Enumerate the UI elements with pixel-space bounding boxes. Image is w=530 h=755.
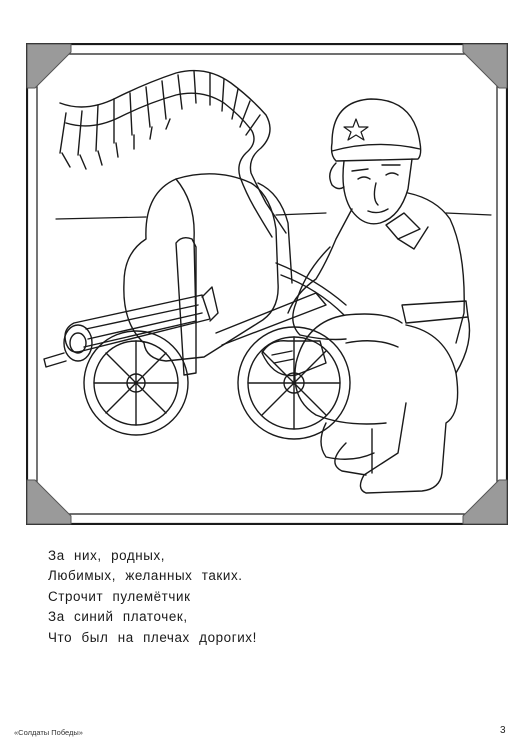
book-title-footer: «Солдаты Победы» xyxy=(14,728,83,737)
rear-wheel xyxy=(238,327,350,439)
frame-corner-bottom-left xyxy=(27,480,71,524)
machine-gun-icon xyxy=(44,174,346,375)
soldier-figure xyxy=(262,99,470,493)
wheel-icon xyxy=(84,331,188,435)
poem-line: За синий платочек, xyxy=(48,609,188,625)
coloring-illustration xyxy=(26,43,508,525)
page-number: 3 xyxy=(500,725,506,736)
ammo-belt-icon xyxy=(60,71,286,237)
frame-corner-top-right xyxy=(463,44,507,88)
frame-corner-top-left xyxy=(27,44,71,88)
poem-line: За них, родных, xyxy=(48,548,166,563)
poem-line: Что был на плечах дорогих! xyxy=(48,629,257,645)
frame-corner-bottom-right xyxy=(463,480,507,524)
poem-line: Любимых, желанных таких. xyxy=(48,568,243,584)
poem-line: Строчит пулемётчик xyxy=(48,588,191,604)
helmet-star-icon xyxy=(332,99,421,161)
poem-text xyxy=(48,546,488,648)
illustration-frame xyxy=(26,43,508,525)
